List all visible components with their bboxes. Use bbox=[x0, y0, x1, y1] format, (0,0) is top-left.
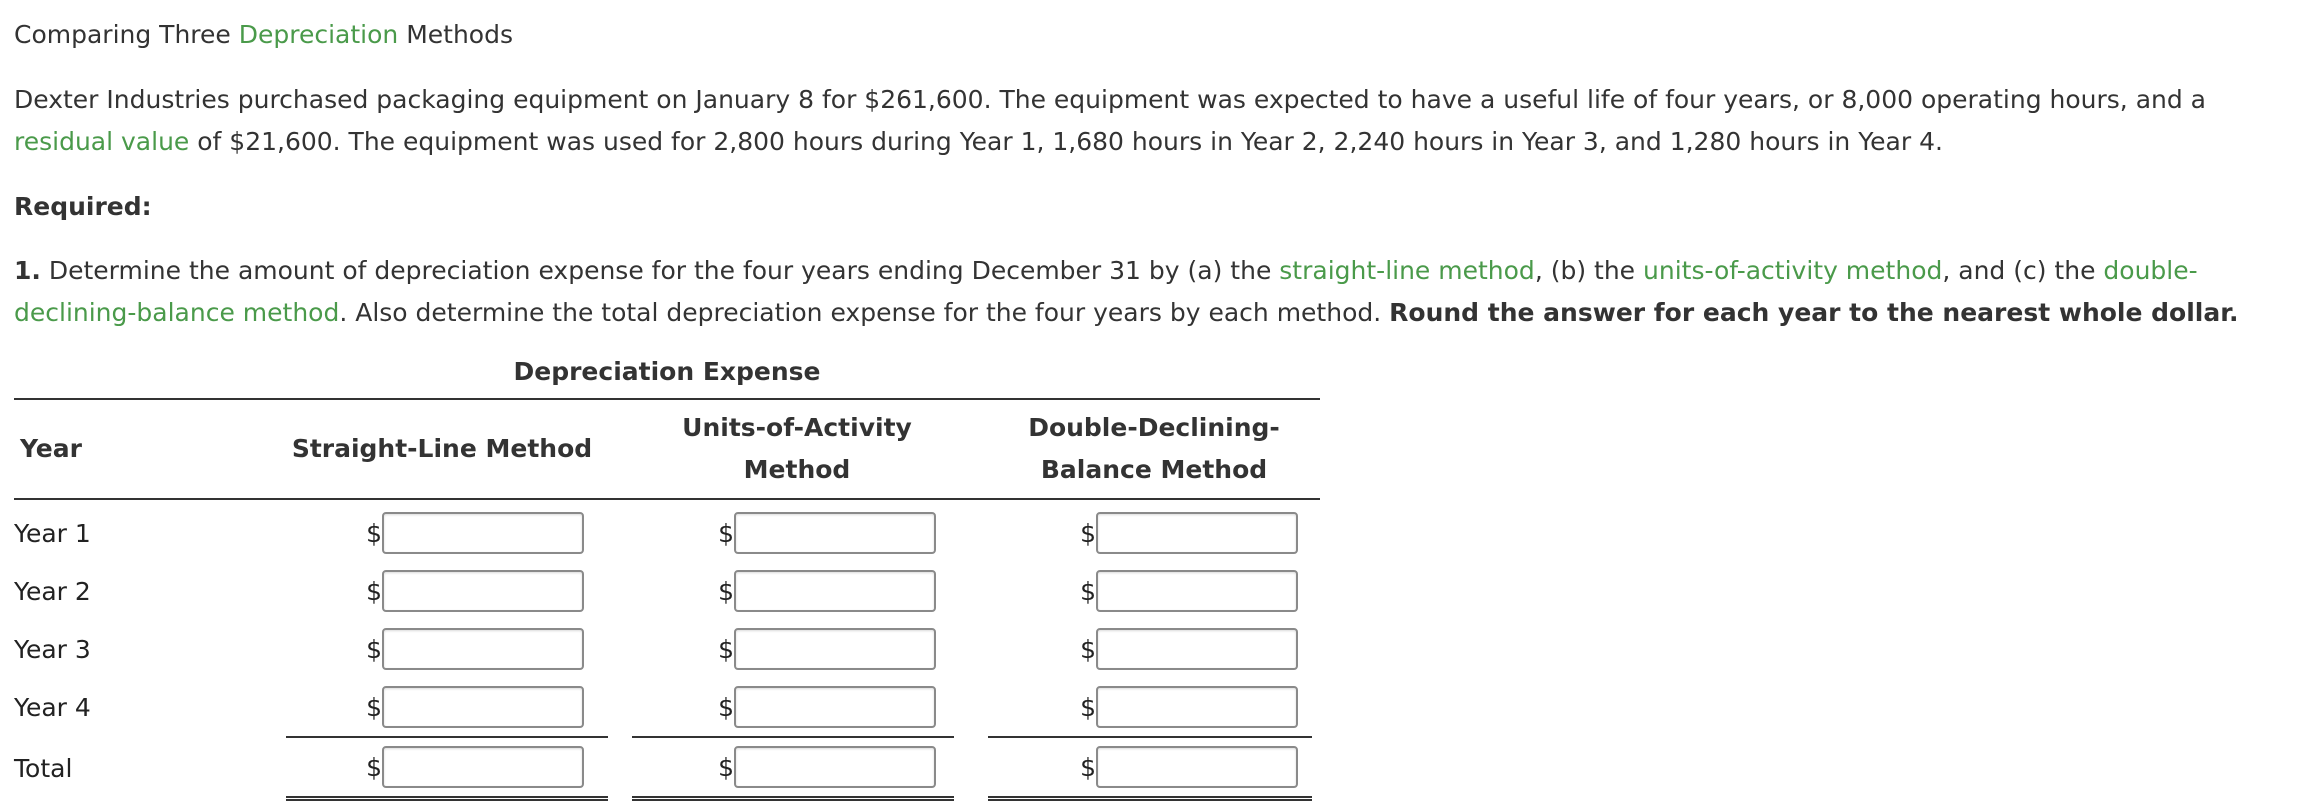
column-gap bbox=[608, 562, 632, 620]
column-gap bbox=[962, 620, 988, 678]
currency-symbol: $ bbox=[1080, 518, 1096, 548]
table-row-year-3 bbox=[14, 620, 1320, 678]
straight-line-cell bbox=[276, 678, 608, 736]
problem-text-1: Dexter Industries purchased packaging equipment on January 8 for $261,600. The equipment was expected to have a useful life of four years, or 8,000 operating hours, and a bbox=[14, 85, 2207, 114]
straight-line-link[interactable]: straight-line method bbox=[1279, 256, 1535, 285]
column-gap bbox=[608, 678, 632, 736]
units-of-activity-cell bbox=[632, 678, 962, 736]
units-of-activity-cell bbox=[632, 620, 962, 678]
question-number: 1. bbox=[14, 256, 41, 285]
problem-statement bbox=[14, 79, 2304, 163]
ddb-year-4-input[interactable] bbox=[1096, 686, 1298, 728]
header-double-declining bbox=[988, 399, 1320, 499]
currency-symbol: $ bbox=[718, 692, 734, 722]
ddb-cell bbox=[988, 678, 1320, 736]
currency-symbol: $ bbox=[366, 518, 382, 548]
header-units-of-activity bbox=[632, 399, 962, 499]
column-gap bbox=[608, 620, 632, 678]
depreciation-table bbox=[14, 398, 1320, 801]
header-ddb-line2: Balance Method bbox=[1040, 455, 1268, 484]
straight-line-year-2-input[interactable] bbox=[382, 570, 584, 612]
currency-symbol: $ bbox=[718, 518, 734, 548]
question-1 bbox=[14, 250, 2304, 334]
question-text-a: Determine the amount of depreciation expense for the four years ending December 31 by (a) the bbox=[40, 256, 1280, 285]
currency-symbol: $ bbox=[366, 692, 382, 722]
table-header-row bbox=[14, 399, 1320, 499]
table-row-year-1 bbox=[14, 499, 1320, 562]
column-gap bbox=[608, 736, 632, 801]
row-label-total: Total bbox=[14, 754, 73, 783]
row-label: Year 3 bbox=[14, 634, 91, 664]
title-suffix: Methods bbox=[398, 20, 513, 49]
units-of-activity-link[interactable]: units-of-activity method bbox=[1643, 256, 1943, 285]
currency-symbol: $ bbox=[1080, 576, 1096, 606]
ddb-year-2-input[interactable] bbox=[1096, 570, 1298, 612]
table-row-total bbox=[14, 736, 1320, 801]
ddb-year-3-input[interactable] bbox=[1096, 628, 1298, 670]
units-of-activity-total-input[interactable] bbox=[734, 746, 936, 788]
units-of-activity-year-3-input[interactable] bbox=[734, 628, 936, 670]
currency-symbol: $ bbox=[718, 576, 734, 606]
ddb-cell bbox=[988, 499, 1320, 562]
ddb-year-1-input[interactable] bbox=[1096, 512, 1298, 554]
depreciation-link[interactable]: Depreciation bbox=[238, 20, 399, 49]
straight-line-year-4-input[interactable] bbox=[382, 686, 584, 728]
table-row-year-4 bbox=[14, 678, 1320, 736]
row-label: Year 2 bbox=[14, 576, 91, 606]
ddb-total-cell bbox=[988, 736, 1320, 801]
straight-line-total-input[interactable] bbox=[382, 746, 584, 788]
question-text-b: , (b) the bbox=[1534, 256, 1644, 285]
currency-symbol: $ bbox=[366, 576, 382, 606]
currency-symbol: $ bbox=[718, 752, 734, 782]
ddb-cell bbox=[988, 620, 1320, 678]
header-units-line2: Method bbox=[743, 455, 851, 484]
straight-line-total-cell bbox=[276, 736, 608, 801]
straight-line-cell bbox=[276, 620, 608, 678]
units-of-activity-year-1-input[interactable] bbox=[734, 512, 936, 554]
header-gap bbox=[608, 399, 632, 499]
currency-symbol: $ bbox=[366, 752, 382, 782]
units-of-activity-cell bbox=[632, 562, 962, 620]
table-row-year-2 bbox=[14, 562, 1320, 620]
double-declining-balance-link[interactable]: double-declining-balance method bbox=[14, 256, 2198, 327]
currency-symbol: $ bbox=[366, 634, 382, 664]
problem-text-2: of $21,600. The equipment was used for 2,800 hours during Year 1, 1,680 hours in Year 2, 2,240 hours in Year 3, and 1,280 hours in Year 4. bbox=[189, 127, 1943, 156]
column-gap bbox=[962, 499, 988, 562]
header-ddb-line1: Double-Declining- bbox=[1028, 413, 1280, 442]
ddb-total-input[interactable] bbox=[1096, 746, 1298, 788]
currency-symbol: $ bbox=[1080, 692, 1096, 722]
units-of-activity-cell bbox=[632, 499, 962, 562]
column-gap bbox=[962, 678, 988, 736]
units-of-activity-total-cell bbox=[632, 736, 962, 801]
straight-line-cell bbox=[276, 499, 608, 562]
currency-symbol: $ bbox=[718, 634, 734, 664]
residual-value-link[interactable]: residual value bbox=[14, 127, 190, 156]
header-year: Year bbox=[20, 434, 82, 463]
header-units-line1: Units-of-Activity bbox=[682, 413, 912, 442]
straight-line-year-1-input[interactable] bbox=[382, 512, 584, 554]
title-prefix: Comparing Three bbox=[14, 20, 239, 49]
table-caption: Depreciation Expense bbox=[513, 357, 821, 386]
currency-symbol: $ bbox=[1080, 634, 1096, 664]
column-gap bbox=[608, 499, 632, 562]
rounding-instruction: Round the answer for each year to the nearest whole dollar. bbox=[1389, 298, 2239, 327]
straight-line-year-3-input[interactable] bbox=[382, 628, 584, 670]
header-straight-line bbox=[276, 399, 608, 499]
question-text-c: , and (c) the bbox=[1942, 256, 2104, 285]
ddb-cell bbox=[988, 562, 1320, 620]
currency-symbol: $ bbox=[1080, 752, 1096, 782]
column-gap bbox=[962, 736, 988, 801]
question-text-d: . Also determine the total depreciation expense for the four years by each method. bbox=[339, 298, 1390, 327]
straight-line-cell bbox=[276, 562, 608, 620]
header-gap bbox=[962, 399, 988, 499]
row-label: Year 1 bbox=[14, 518, 91, 548]
units-of-activity-year-2-input[interactable] bbox=[734, 570, 936, 612]
required-label: Required: bbox=[14, 192, 152, 221]
column-gap bbox=[962, 562, 988, 620]
units-of-activity-year-4-input[interactable] bbox=[734, 686, 936, 728]
header-straight-line-label: Straight-Line Method bbox=[291, 434, 593, 463]
row-label: Year 4 bbox=[14, 692, 91, 722]
page-title bbox=[14, 18, 513, 52]
